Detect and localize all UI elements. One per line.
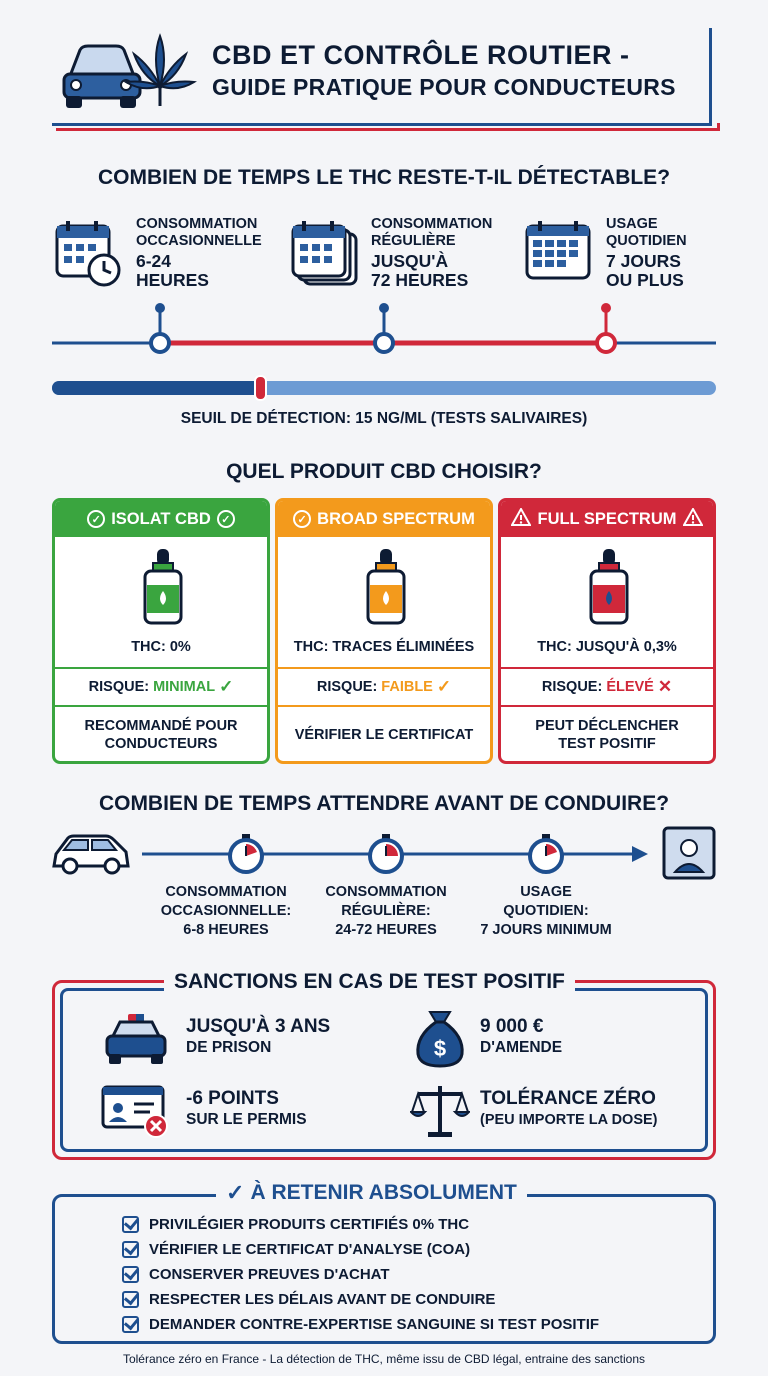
note-line: CONDUCTEURS xyxy=(104,736,218,752)
money-bag-icon xyxy=(412,1008,468,1073)
card-title: BROAD SPECTRUM xyxy=(317,509,475,528)
calendar-stack-icon xyxy=(290,218,360,293)
retain-item-text: DEMANDER CONTRE-EXPERTISE SANGUINE SI TEST POSITIF xyxy=(149,1316,600,1333)
card-note xyxy=(55,709,267,761)
checkbox-icon xyxy=(122,1316,139,1333)
footer-note: Tolérance zéro en France - La détection de THC, même issu de CBD légal, entraine des sanctions xyxy=(122,1352,646,1366)
card-note xyxy=(501,709,713,761)
waiting-line: QUOTIDIEN: xyxy=(503,903,589,919)
retain-item xyxy=(122,1287,599,1312)
waiting-item-daily xyxy=(466,883,626,940)
page-title: CBD ET CONTRÔLE ROUTIER - xyxy=(212,40,630,70)
checkbox-icon xyxy=(122,1241,139,1258)
waiting-item-regular xyxy=(306,883,466,940)
sanction-sub: DE PRISON xyxy=(186,1039,272,1056)
risk-label: RISQUE: xyxy=(316,679,378,695)
dropper-bottle-icon xyxy=(364,549,408,630)
card-note xyxy=(278,709,490,761)
detection-value: HEURES xyxy=(136,270,209,290)
cannabis-leaf-icon xyxy=(120,30,200,115)
retain-item-text: RESPECTER LES DÉLAIS AVANT DE CONDUIRE xyxy=(149,1291,496,1308)
sanction-sub: D'AMENDE xyxy=(480,1039,563,1056)
risk-value: FAIBLE xyxy=(381,679,433,695)
threshold-bar xyxy=(52,381,716,395)
card-thc: THC: JUSQU'À 0,3% xyxy=(537,639,677,655)
waiting-line: USAGE xyxy=(520,884,572,900)
sanction-main: JUSQU'À 3 ANS xyxy=(186,1016,331,1037)
retain-item xyxy=(122,1262,599,1287)
page-subtitle: GUIDE PRATIQUE POUR CONDUCTEURS xyxy=(212,74,676,100)
detection-value: JUSQU'À xyxy=(371,251,449,271)
waiting-title: COMBIEN DE TEMPS ATTENDRE AVANT DE CONDUIRE? xyxy=(98,792,670,815)
check-circle-icon: ✓ xyxy=(87,510,105,528)
check-circle-icon: ✓ xyxy=(217,510,235,528)
product-card-isolat xyxy=(52,498,270,764)
retain-item xyxy=(122,1212,599,1237)
sanction-sub: (PEU IMPORTE LA DOSE) xyxy=(480,1112,658,1128)
detection-item-occasional xyxy=(136,216,262,290)
check-icon: ✓ xyxy=(436,677,452,696)
sanctions-title: SANCTIONS EN CAS DE TEST POSITIF xyxy=(164,970,575,994)
detection-label: RÉGULIÈRE xyxy=(371,233,456,249)
sanction-main: -6 POINTS xyxy=(186,1088,279,1109)
note-line: PEUT DÉCLENCHER xyxy=(535,718,679,734)
product-card-full xyxy=(498,498,716,764)
retain-item xyxy=(122,1312,599,1337)
detection-timeline xyxy=(52,298,716,367)
retain-item xyxy=(122,1237,599,1262)
stopwatch-icon xyxy=(530,834,562,872)
detection-label: OCCASIONNELLE xyxy=(136,233,262,249)
warning-icon xyxy=(683,508,703,531)
checkbox-icon xyxy=(122,1216,139,1233)
driver-icon xyxy=(664,828,714,878)
detection-value: 7 JOURS xyxy=(606,251,681,271)
detection-value: 72 HEURES xyxy=(371,270,469,290)
detection-value: 6-24 xyxy=(136,251,172,271)
check-circle-icon: ✓ xyxy=(293,510,311,528)
detection-label: QUOTIDIEN xyxy=(606,233,687,249)
detection-title: COMBIEN DE TEMPS LE THC RESTE-T-IL DÉTECTABLE? xyxy=(97,166,671,189)
svg-text:$: $ xyxy=(433,1036,447,1061)
waiting-line: 7 JOURS MINIMUM xyxy=(480,922,612,938)
waiting-item-occasional xyxy=(146,883,306,940)
scales-icon xyxy=(410,1080,470,1145)
checkbox-icon xyxy=(122,1291,139,1308)
detection-label: CONSOMMATION xyxy=(371,216,493,232)
card-risk xyxy=(278,667,490,707)
sanction-main: TOLÉRANCE ZÉRO xyxy=(480,1088,656,1109)
waiting-line: CONSOMMATION xyxy=(165,884,287,900)
threshold-bar-fill xyxy=(52,381,262,395)
stopwatch-icon xyxy=(370,834,402,872)
risk-value: MINIMAL xyxy=(153,679,216,695)
products-title: QUEL PRODUIT CBD CHOISIR? xyxy=(226,460,542,483)
retain-item-text: CONSERVER PREUVES D'ACHAT xyxy=(149,1266,390,1283)
risk-label: RISQUE: xyxy=(88,679,150,695)
header-frame-accent xyxy=(56,123,720,131)
sanction-zero-tolerance xyxy=(480,1088,658,1130)
retain-heading xyxy=(216,1180,527,1206)
detection-label: USAGE xyxy=(606,216,658,232)
waiting-line: CONSOMMATION xyxy=(325,884,447,900)
car-icon xyxy=(54,836,128,873)
detection-item-regular xyxy=(371,216,492,290)
check-icon: ✓ xyxy=(219,677,234,696)
threshold-marker xyxy=(254,375,267,401)
retain-item-text: PRIVILÉGIER PRODUITS CERTIFIÉS 0% THC xyxy=(149,1216,470,1233)
stopwatch-icon xyxy=(230,834,262,872)
card-title: FULL SPECTRUM xyxy=(537,509,677,528)
retain-list xyxy=(122,1212,599,1337)
retain-item-text: VÉRIFIER LE CERTIFICAT D'ANALYSE (COA) xyxy=(149,1241,471,1258)
card-risk xyxy=(55,667,267,707)
risk-value: ÉLEVÉ xyxy=(606,679,654,695)
card-header xyxy=(501,501,713,537)
detection-threshold: SEUIL DE DÉTECTION: 15 NG/ML (TESTS SALIVAIRES) xyxy=(180,410,588,427)
calendar-full-icon xyxy=(524,218,594,293)
card-thc: THC: TRACES ÉLIMINÉES xyxy=(293,639,475,655)
retain-title: À RETENIR ABSOLUMENT xyxy=(250,1181,517,1204)
waiting-line: RÉGULIÈRE: xyxy=(341,903,431,919)
detection-value: OU PLUS xyxy=(606,270,684,290)
check-icon: ✓ xyxy=(226,1180,245,1205)
license-card-icon xyxy=(100,1084,172,1145)
sanction-prison xyxy=(186,1016,330,1058)
note-line: VÉRIFIER LE CERTIFICAT xyxy=(294,727,474,743)
detection-item-daily xyxy=(606,216,687,290)
card-thc: THC: 0% xyxy=(131,639,191,655)
checkbox-icon xyxy=(122,1266,139,1283)
detection-label: CONSOMMATION xyxy=(136,216,258,232)
note-line: RECOMMANDÉ POUR xyxy=(84,718,238,734)
waiting-timeline xyxy=(50,826,720,891)
dropper-bottle-icon xyxy=(141,549,185,630)
note-line: TEST POSITIF xyxy=(558,736,656,752)
waiting-line: 24-72 HEURES xyxy=(335,922,437,938)
waiting-line: 6-8 HEURES xyxy=(183,922,269,938)
calendar-clock-icon xyxy=(54,218,124,293)
police-car-icon xyxy=(104,1012,168,1073)
sanction-sub: SUR LE PERMIS xyxy=(186,1111,307,1128)
card-title: ISOLAT CBD xyxy=(111,509,211,528)
dropper-bottle-icon xyxy=(587,549,631,630)
warning-icon xyxy=(511,508,531,531)
card-risk xyxy=(501,667,713,707)
card-header xyxy=(278,501,490,537)
waiting-line: OCCASIONNELLE: xyxy=(160,903,292,919)
risk-label: RISQUE: xyxy=(541,679,603,695)
card-header xyxy=(55,501,267,537)
sanction-fine xyxy=(480,1016,562,1058)
product-card-broad xyxy=(275,498,493,764)
sanction-points xyxy=(186,1088,307,1130)
sanction-main: 9 000 € xyxy=(480,1016,544,1037)
cross-icon: ✕ xyxy=(657,677,673,696)
